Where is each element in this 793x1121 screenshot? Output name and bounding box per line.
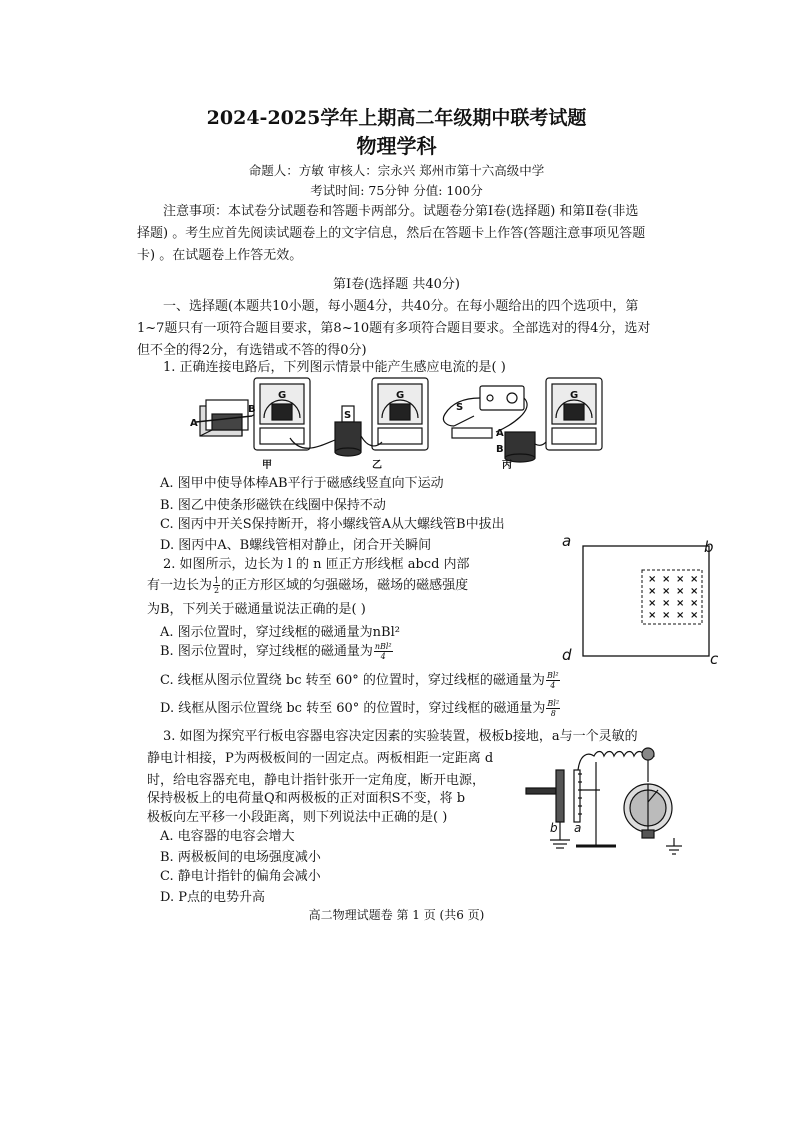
fraction bbox=[546, 699, 560, 718]
question-2-option bbox=[160, 670, 561, 692]
fraction-den: 2 bbox=[214, 586, 220, 595]
field-cross-icon: × bbox=[662, 610, 671, 621]
question-3-option: B. 两极板间的电场强度减小 bbox=[160, 850, 321, 865]
question-1-stem: 1. 正确连接电路后，下列图示情景中能产生感应电流的是( ) bbox=[163, 360, 506, 375]
question-3-stem: 保持极板上的电荷量Q和两极板的正对面积S不变，将 b bbox=[147, 791, 466, 806]
exam-title: 2024-2025学年上期高二年级期中联考试题 bbox=[206, 107, 587, 129]
question-1-option: A. 图甲中使导体棒AB平行于磁感线竖直向下运动 bbox=[160, 476, 444, 491]
section-heading: 第Ⅰ卷(选择题 共40分) bbox=[333, 277, 460, 292]
field-cross-icon: × bbox=[676, 586, 685, 597]
corner-label: d bbox=[562, 646, 572, 664]
figure-mark: B bbox=[248, 404, 256, 415]
question-2-stem bbox=[147, 575, 468, 597]
question-3-stem: 极板向左平移一小段距离，则下列说法中正确的是( ) bbox=[147, 810, 448, 825]
fraction-num: Bl² bbox=[547, 699, 560, 708]
field-cross-icon: × bbox=[648, 598, 657, 609]
corner-label: c bbox=[710, 650, 719, 668]
fraction-num: 1 bbox=[214, 576, 220, 585]
field-cross-icon: × bbox=[648, 574, 657, 585]
question-1-figure bbox=[190, 376, 610, 472]
question-1-option: B. 图乙中使条形磁铁在线圈中保持不动 bbox=[160, 498, 386, 513]
question-2-option bbox=[160, 641, 394, 663]
question-3-option: C. 静电计指针的偏角会减小 bbox=[160, 869, 321, 884]
text-fragment: C. 线框从图示位置绕 bc 转至 60° 的位置时，穿过线框的磁通量为 bbox=[160, 673, 545, 688]
figure-mark: S bbox=[456, 402, 464, 413]
notice-line: 卡) 。在试题卷上作答无效。 bbox=[137, 248, 303, 263]
question-1-option: C. 图丙中开关S保持断开，将小螺线管A从大螺线管B中拔出 bbox=[160, 517, 505, 532]
fraction bbox=[546, 671, 560, 690]
text-fragment: D. 线框从图示位置绕 bc 转至 60° 的位置时，穿过线框的磁通量为 bbox=[160, 701, 546, 716]
figure-label: 乙 bbox=[372, 460, 382, 471]
figure-mark: G bbox=[570, 390, 579, 401]
corner-label: b bbox=[704, 538, 714, 556]
fraction-den: 8 bbox=[550, 709, 556, 718]
question-2-option: A. 图示位置时，穿过线框的磁通量为nBl² bbox=[160, 625, 400, 640]
figure-label: 甲 bbox=[262, 460, 272, 471]
question-3-stem: 静电计相接，P为两极板间的一固定点。两板相距一定距离 d bbox=[147, 751, 494, 766]
subject-title: 物理学科 bbox=[356, 134, 437, 158]
fraction bbox=[374, 642, 393, 661]
notice-line: 择题) 。考生应首先阅读试题卷上的文字信息，然后在答题卡上作答(答题注意事项见答题 bbox=[137, 226, 646, 241]
field-cross-icon: × bbox=[662, 598, 671, 609]
authors-line: 命题人：方敏 审核人：宗永兴 郑州市第十六高级中学 bbox=[248, 163, 545, 178]
plate-b-icon bbox=[526, 770, 570, 848]
field-cross-icon: × bbox=[690, 598, 699, 609]
question-3-option: D. P点的电势升高 bbox=[160, 890, 265, 905]
field-cross-icon: × bbox=[648, 586, 657, 597]
magnet-block-icon bbox=[200, 400, 248, 436]
plate-label: b bbox=[550, 821, 558, 835]
section-intro: 一、选择题(本题共10小题，每小题4分，共40分。在每小题给出的四个选项中，第 bbox=[163, 299, 639, 314]
field-cross-icon: × bbox=[676, 610, 685, 621]
power-supply-icon bbox=[480, 386, 524, 410]
figure-mark: B bbox=[496, 444, 504, 455]
figure-label: 丙 bbox=[502, 460, 512, 471]
question-3-figure bbox=[518, 742, 696, 860]
question-3-stem: 3. 如图为探究平行板电容器电容决定因素的实验装置，极板b接地，a与一个灵敏的 bbox=[163, 729, 638, 744]
field-cross-icon: × bbox=[676, 598, 685, 609]
field-cross-icon: × bbox=[690, 610, 699, 621]
figure-mark: G bbox=[278, 390, 287, 401]
fraction bbox=[213, 576, 220, 595]
question-2-stem: 2. 如图所示，边长为 l 的 n 匝正方形线框 abcd 内部 bbox=[163, 557, 470, 572]
plate-label: a bbox=[574, 821, 582, 835]
field-cross-icon: × bbox=[690, 586, 699, 597]
question-3-stem: 时，给电容器充电，静电计指针张开一定角度，断开电源， bbox=[147, 773, 486, 788]
figure-mark: A bbox=[190, 418, 198, 429]
electroscope-icon bbox=[624, 748, 682, 854]
corner-label: a bbox=[562, 532, 572, 550]
text-fragment: 的正方形区域的匀强磁场，磁场的磁感强度 bbox=[221, 578, 469, 593]
field-cross-icon: × bbox=[648, 610, 657, 621]
field-cross-icon: × bbox=[690, 574, 699, 585]
question-2-stem: 为B，下列关于磁通量说法正确的是( ) bbox=[147, 602, 366, 617]
fraction-num: nBl² bbox=[374, 642, 392, 651]
figure-mark: S bbox=[344, 410, 352, 421]
field-cross-icon: × bbox=[662, 586, 671, 597]
fraction-den: 4 bbox=[380, 652, 386, 661]
exam-info-line: 考试时间: 75分钟 分值: 100分 bbox=[310, 183, 483, 198]
switch-icon bbox=[454, 416, 474, 426]
question-1-option: D. 图丙中A、B螺线管相对静止，闭合开关瞬间 bbox=[160, 538, 432, 553]
question-2-figure bbox=[560, 530, 730, 670]
page-footer: 高二物理试题卷 第 1 页 (共6 页) bbox=[308, 908, 485, 922]
question-2-option bbox=[160, 698, 561, 720]
fraction-num: Bl² bbox=[546, 671, 559, 680]
galvanometer-icon bbox=[254, 378, 310, 450]
field-cross-icon: × bbox=[676, 574, 685, 585]
figure-mark: G bbox=[396, 390, 405, 401]
section-intro: 但不全的得2分，有选错或不答的得0分) bbox=[137, 343, 367, 358]
fraction-den: 4 bbox=[550, 681, 556, 690]
notice-line: 注意事项：本试卷分试题卷和答题卡两部分。试题卷分第Ⅰ卷(选择题) 和第Ⅱ卷(非选 bbox=[163, 204, 639, 219]
text-fragment: B. 图示位置时，穿过线框的磁通量为 bbox=[160, 644, 373, 659]
galvanometer-icon bbox=[546, 378, 602, 450]
figure-mark: A bbox=[496, 428, 504, 439]
plate-a-icon bbox=[574, 770, 582, 822]
solenoid-icon bbox=[505, 432, 535, 462]
question-3-option: A. 电容器的电容会增大 bbox=[160, 829, 295, 844]
galvanometer-icon bbox=[372, 378, 428, 450]
text-fragment: 有一边长为 bbox=[147, 578, 213, 593]
section-intro: 1~7题只有一项符合题目要求，第8~10题有多项符合题目要求。全部选对的得4分，选对 bbox=[137, 321, 651, 336]
field-cross-icon: × bbox=[662, 574, 671, 585]
